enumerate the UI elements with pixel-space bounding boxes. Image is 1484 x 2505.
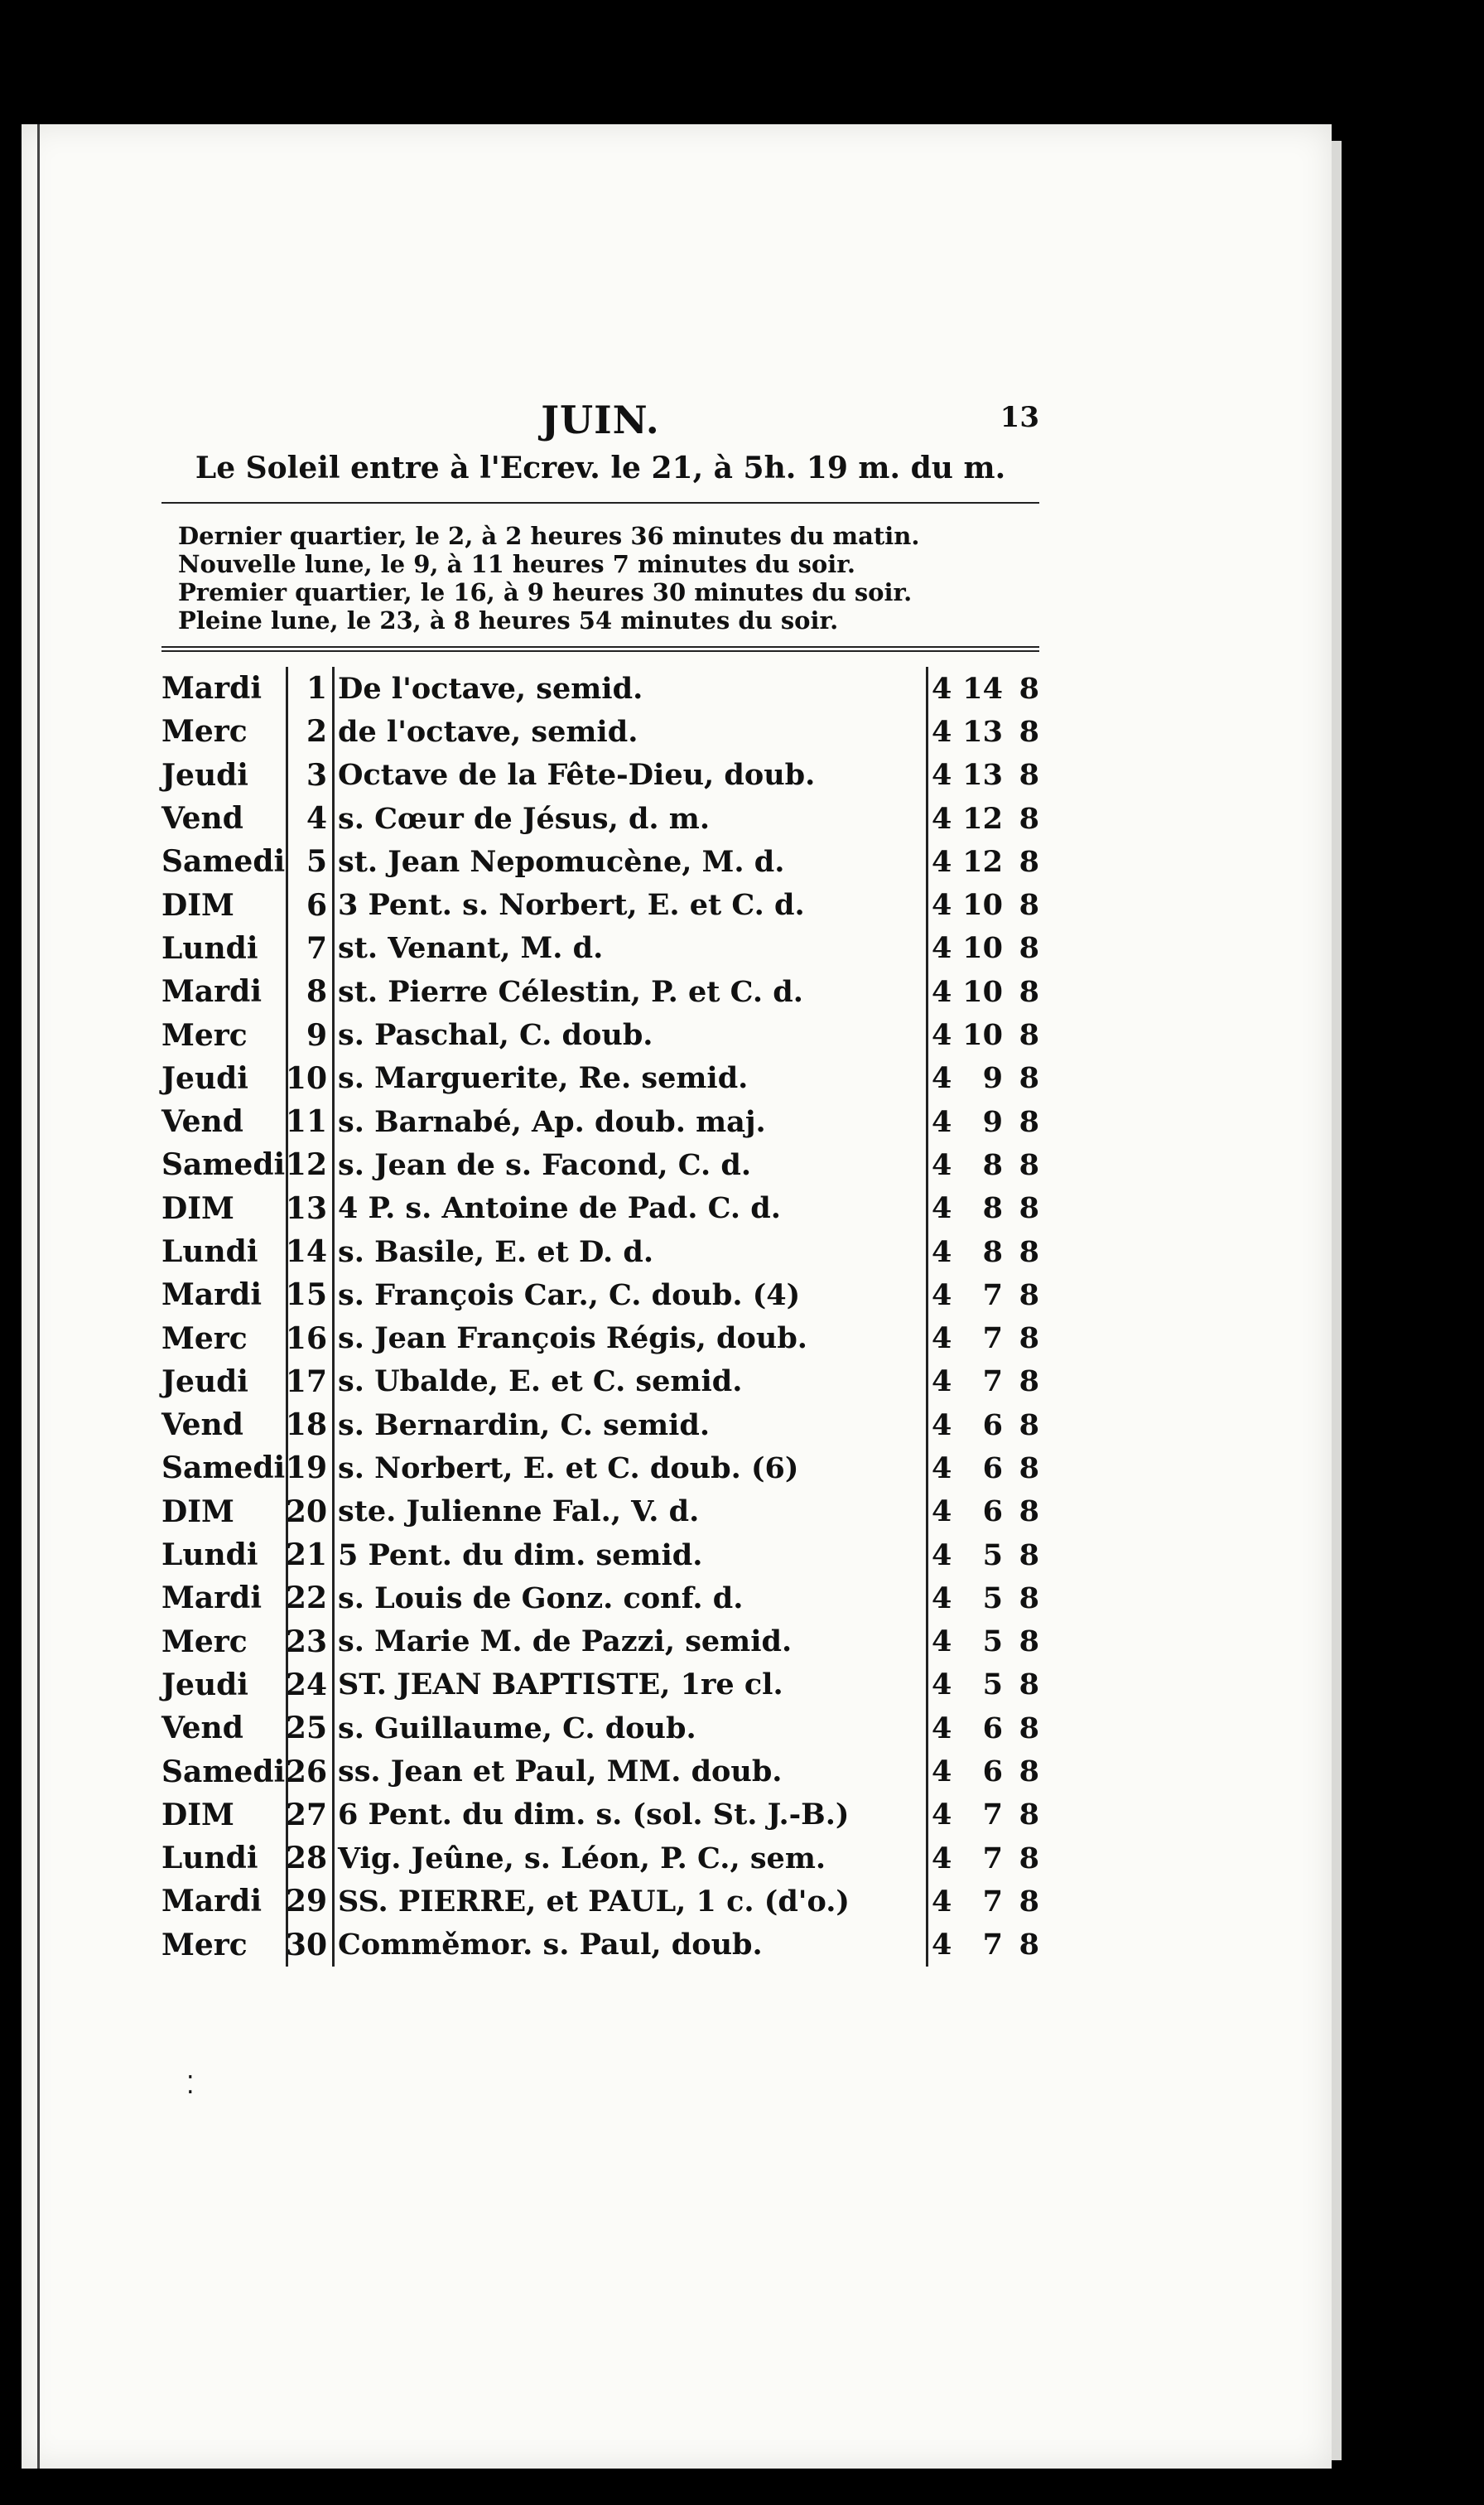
feast-name: ste. Julienne Fal., V. d. bbox=[332, 1490, 926, 1533]
moon-phase-first-quarter: Premier quartier, le 16, à 9 heures 30 minutes du soir. bbox=[178, 578, 913, 606]
month-title: JUIN. bbox=[541, 398, 660, 442]
day-number: 5 bbox=[286, 840, 332, 883]
feast-name: s. Ubalde, E. et C. semid. bbox=[332, 1360, 926, 1403]
day-number: 2 bbox=[286, 710, 332, 753]
sunset-hour: 8 bbox=[1019, 1928, 1039, 1962]
sunrise-minutes: 7 bbox=[982, 1321, 1003, 1356]
calendar-row bbox=[161, 1490, 1039, 1533]
calendar-row bbox=[161, 1880, 1039, 1923]
sunrise-hour: 4 bbox=[926, 1057, 956, 1100]
day-name: DIM bbox=[161, 1494, 234, 1529]
calendar-row bbox=[161, 1100, 1039, 1143]
feast-name: s. Marie M. de Pazzi, semid. bbox=[332, 1620, 926, 1663]
sunrise-hour: 4 bbox=[926, 1230, 956, 1273]
calendar-row bbox=[161, 1837, 1039, 1880]
feast-name: Octave de la Fête-Dieu, doub. bbox=[332, 754, 926, 797]
page-number: 13 bbox=[1000, 401, 1039, 434]
calendar-row bbox=[161, 883, 1039, 926]
day-name: Mardi bbox=[161, 1277, 262, 1313]
day-name: Mardi bbox=[161, 671, 262, 707]
header-divider bbox=[161, 502, 1039, 504]
sunrise-hour: 4 bbox=[926, 1620, 956, 1663]
sunrise-hour: 4 bbox=[926, 1837, 956, 1880]
day-number: 3 bbox=[286, 754, 332, 797]
feast-name: Comměmor. s. Paul, doub. bbox=[332, 1923, 926, 1967]
calendar-row bbox=[161, 754, 1039, 797]
sunrise-minutes: 6 bbox=[982, 1494, 1003, 1529]
moon-phase-new-moon: Nouvelle lune, le 9, à 11 heures 7 minutes du soir. bbox=[178, 550, 855, 578]
day-number: 23 bbox=[286, 1620, 332, 1663]
sunrise-hour: 4 bbox=[926, 1100, 956, 1143]
feast-name: s. Norbert, E. et C. doub. (6) bbox=[332, 1446, 926, 1489]
day-number: 13 bbox=[286, 1187, 332, 1230]
day-name: Vend bbox=[161, 1407, 243, 1443]
sunrise-hour: 4 bbox=[926, 1187, 956, 1230]
sunrise-minutes: 10 bbox=[962, 931, 1003, 966]
day-name: Jeudi bbox=[161, 1364, 248, 1399]
sunset-hour: 8 bbox=[1019, 1668, 1039, 1702]
day-number: 28 bbox=[286, 1837, 332, 1880]
sun-entry-note: Le Soleil entre à l'Ecrev. le 21, à 5h. 19 m. du m. bbox=[195, 451, 1006, 485]
sunset-hour: 8 bbox=[1019, 1104, 1039, 1139]
day-number: 19 bbox=[286, 1446, 332, 1489]
calendar-row bbox=[161, 1403, 1039, 1446]
day-name: Samedi bbox=[161, 1147, 286, 1183]
day-name: DIM bbox=[161, 887, 234, 923]
feast-name: st. Venant, M. d. bbox=[332, 927, 926, 970]
calendar-row bbox=[161, 710, 1039, 753]
sunrise-minutes: 8 bbox=[982, 1191, 1003, 1226]
feast-name: s. Cœur de Jésus, d. m. bbox=[332, 797, 926, 840]
calendar-row bbox=[161, 1793, 1039, 1837]
day-number: 10 bbox=[286, 1057, 332, 1100]
sunrise-hour: 4 bbox=[926, 927, 956, 970]
sunrise-hour: 4 bbox=[926, 1750, 956, 1793]
sunrise-hour: 4 bbox=[926, 1533, 956, 1576]
sunset-hour: 8 bbox=[1019, 1234, 1039, 1269]
sunrise-hour: 4 bbox=[926, 1880, 956, 1923]
day-name: Samedi bbox=[161, 1450, 286, 1486]
day-number: 8 bbox=[286, 970, 332, 1013]
calendar-row bbox=[161, 1663, 1039, 1706]
feast-name: ST. JEAN BAPTISTE, 1re cl. bbox=[332, 1663, 926, 1706]
feast-name: 3 Pent. s. Norbert, E. et C. d. bbox=[332, 883, 926, 926]
day-name: Samedi bbox=[161, 844, 286, 880]
sunrise-minutes: 13 bbox=[962, 714, 1003, 749]
sunset-hour: 8 bbox=[1019, 1191, 1039, 1226]
sunrise-minutes: 10 bbox=[962, 974, 1003, 1009]
calendar-row bbox=[161, 667, 1039, 710]
sunrise-minutes: 9 bbox=[982, 1061, 1003, 1096]
sunrise-hour: 4 bbox=[926, 1273, 956, 1316]
sunset-hour: 8 bbox=[1019, 1277, 1039, 1312]
feast-name: 4 P. s. Antoine de Pad. C. d. bbox=[332, 1187, 926, 1230]
sunset-hour: 8 bbox=[1019, 1407, 1039, 1442]
sunrise-hour: 4 bbox=[926, 840, 956, 883]
sunrise-hour: 4 bbox=[926, 1576, 956, 1619]
day-name: Vend bbox=[161, 1711, 243, 1746]
day-name: Mardi bbox=[161, 1884, 262, 1919]
day-name: Vend bbox=[161, 801, 243, 837]
moon-phase-last-quarter: Dernier quartier, le 2, à 2 heures 36 minutes du matin. bbox=[178, 522, 920, 550]
day-name: DIM bbox=[161, 1190, 234, 1226]
day-number: 4 bbox=[286, 797, 332, 840]
calendar-row bbox=[161, 797, 1039, 840]
calendar-row bbox=[161, 1273, 1039, 1316]
feast-name: st. Pierre Célestin, P. et C. d. bbox=[332, 970, 926, 1013]
feast-name: ss. Jean et Paul, MM. doub. bbox=[332, 1750, 926, 1793]
sunrise-minutes: 10 bbox=[962, 888, 1003, 923]
calendar-row bbox=[161, 1057, 1039, 1100]
day-number: 6 bbox=[286, 883, 332, 926]
sunrise-minutes: 5 bbox=[982, 1668, 1003, 1702]
day-name: Merc bbox=[161, 1320, 248, 1356]
sunrise-hour: 4 bbox=[926, 1316, 956, 1359]
sunrise-minutes: 7 bbox=[982, 1277, 1003, 1312]
sunrise-hour: 4 bbox=[926, 1446, 956, 1489]
feast-name: s. Jean de s. Facond, C. d. bbox=[332, 1143, 926, 1186]
calendar-row bbox=[161, 1620, 1039, 1663]
sunrise-minutes: 14 bbox=[962, 671, 1003, 706]
sunrise-hour: 4 bbox=[926, 710, 956, 753]
feast-name: s. Louis de Gonz. conf. d. bbox=[332, 1576, 926, 1619]
day-number: 15 bbox=[286, 1273, 332, 1316]
sunset-hour: 8 bbox=[1019, 974, 1039, 1009]
day-name: Jeudi bbox=[161, 1667, 248, 1702]
sunrise-minutes: 5 bbox=[982, 1537, 1003, 1572]
sunrise-minutes: 12 bbox=[962, 844, 1003, 879]
feast-name: s. Paschal, C. doub. bbox=[332, 1013, 926, 1056]
sunrise-minutes: 7 bbox=[982, 1364, 1003, 1399]
day-number: 9 bbox=[286, 1013, 332, 1056]
calendar-row bbox=[161, 1446, 1039, 1489]
sunset-hour: 8 bbox=[1019, 1884, 1039, 1919]
sunset-hour: 8 bbox=[1019, 1581, 1039, 1615]
calendar-row bbox=[161, 1013, 1039, 1056]
day-number: 21 bbox=[286, 1533, 332, 1576]
feast-name: SS. PIERRE, et PAUL, 1 c. (d'o.) bbox=[332, 1880, 926, 1923]
sunset-hour: 8 bbox=[1019, 1450, 1039, 1485]
sunrise-minutes: 13 bbox=[962, 758, 1003, 793]
footer-mark: ⁚ bbox=[186, 2071, 195, 2100]
feast-name: De l'octave, semid. bbox=[332, 667, 926, 710]
day-number: 20 bbox=[286, 1490, 332, 1533]
calendar-row bbox=[161, 1316, 1039, 1359]
almanac-content bbox=[161, 398, 1039, 1967]
sunset-hour: 8 bbox=[1019, 1841, 1039, 1875]
page-header bbox=[161, 398, 1039, 447]
sunset-hour: 8 bbox=[1019, 801, 1039, 836]
sunrise-minutes: 7 bbox=[982, 1884, 1003, 1919]
sunrise-hour: 4 bbox=[926, 1143, 956, 1186]
sunrise-hour: 4 bbox=[926, 1490, 956, 1533]
feast-name: s. Basile, E. et D. d. bbox=[332, 1230, 926, 1273]
day-name: Lundi bbox=[161, 1841, 258, 1876]
sunset-hour: 8 bbox=[1019, 671, 1039, 706]
sunset-hour: 8 bbox=[1019, 931, 1039, 966]
sunset-hour: 8 bbox=[1019, 1537, 1039, 1572]
calendar-divider bbox=[161, 646, 1039, 652]
day-number: 29 bbox=[286, 1880, 332, 1923]
sunrise-minutes: 8 bbox=[982, 1147, 1003, 1182]
day-number: 1 bbox=[286, 667, 332, 710]
day-number: 27 bbox=[286, 1793, 332, 1837]
sunset-hour: 8 bbox=[1019, 1321, 1039, 1356]
day-name: Lundi bbox=[161, 930, 258, 966]
sunrise-minutes: 7 bbox=[982, 1928, 1003, 1962]
feast-name: s. Guillaume, C. doub. bbox=[332, 1706, 926, 1750]
day-number: 12 bbox=[286, 1143, 332, 1186]
feast-name: s. Barnabé, Ap. doub. maj. bbox=[332, 1100, 926, 1143]
day-number: 11 bbox=[286, 1100, 332, 1143]
sunset-hour: 8 bbox=[1019, 844, 1039, 879]
calendar-row bbox=[161, 1923, 1039, 1967]
day-name: Merc bbox=[161, 1017, 248, 1053]
sunset-hour: 8 bbox=[1019, 1364, 1039, 1399]
sunset-hour: 8 bbox=[1019, 1624, 1039, 1659]
feast-name: s. Jean François Régis, doub. bbox=[332, 1316, 926, 1359]
calendar-row bbox=[161, 1230, 1039, 1273]
feast-name: s. Marguerite, Re. semid. bbox=[332, 1057, 926, 1100]
sunrise-minutes: 7 bbox=[982, 1841, 1003, 1875]
day-number: 22 bbox=[286, 1576, 332, 1619]
sunset-hour: 8 bbox=[1019, 1711, 1039, 1745]
calendar-row bbox=[161, 970, 1039, 1013]
sunset-hour: 8 bbox=[1019, 1061, 1039, 1096]
calendar-row bbox=[161, 1706, 1039, 1750]
sunrise-minutes: 7 bbox=[982, 1798, 1003, 1832]
calendar-table bbox=[161, 667, 1039, 1967]
sunrise-hour: 4 bbox=[926, 1360, 956, 1403]
feast-name: s. Bernardin, C. semid. bbox=[332, 1403, 926, 1446]
calendar-row bbox=[161, 1360, 1039, 1403]
day-name: Lundi bbox=[161, 1537, 258, 1573]
day-name: Jeudi bbox=[161, 757, 248, 793]
sunset-hour: 8 bbox=[1019, 1018, 1039, 1053]
calendar-row bbox=[161, 1187, 1039, 1230]
day-name: Merc bbox=[161, 714, 248, 750]
sunrise-minutes: 5 bbox=[982, 1581, 1003, 1615]
moon-phase-full-moon: Pleine lune, le 23, à 8 heures 54 minutes du soir. bbox=[178, 606, 839, 635]
day-name: Samedi bbox=[161, 1754, 286, 1789]
day-name: Mardi bbox=[161, 974, 262, 1010]
feast-name: Vig. Jeûne, s. Léon, P. C., sem. bbox=[332, 1837, 926, 1880]
sunrise-hour: 4 bbox=[926, 970, 956, 1013]
sunrise-hour: 4 bbox=[926, 1793, 956, 1837]
sunrise-minutes: 5 bbox=[982, 1624, 1003, 1659]
feast-name: s. François Car., C. doub. (4) bbox=[332, 1273, 926, 1316]
day-number: 18 bbox=[286, 1403, 332, 1446]
sunset-hour: 8 bbox=[1019, 714, 1039, 749]
feast-name: de l'octave, semid. bbox=[332, 710, 926, 753]
sunrise-minutes: 12 bbox=[962, 801, 1003, 836]
calendar-row bbox=[161, 1533, 1039, 1576]
day-name: Merc bbox=[161, 1624, 248, 1659]
day-number: 7 bbox=[286, 927, 332, 970]
sunrise-hour: 4 bbox=[926, 1923, 956, 1967]
calendar-row bbox=[161, 1143, 1039, 1186]
feast-name: st. Jean Nepomucène, M. d. bbox=[332, 840, 926, 883]
day-name: Jeudi bbox=[161, 1060, 248, 1096]
calendar-row bbox=[161, 1750, 1039, 1793]
sunrise-minutes: 9 bbox=[982, 1104, 1003, 1139]
day-name: Vend bbox=[161, 1104, 243, 1140]
sunset-hour: 8 bbox=[1019, 1494, 1039, 1529]
sunrise-hour: 4 bbox=[926, 797, 956, 840]
day-number: 25 bbox=[286, 1706, 332, 1750]
sunrise-hour: 4 bbox=[926, 1403, 956, 1446]
day-number: 16 bbox=[286, 1316, 332, 1359]
sunset-hour: 8 bbox=[1019, 1798, 1039, 1832]
day-name: Lundi bbox=[161, 1234, 258, 1269]
feast-name: 5 Pent. du dim. semid. bbox=[332, 1533, 926, 1576]
sunrise-minutes: 6 bbox=[982, 1450, 1003, 1485]
page-edge bbox=[1332, 141, 1342, 2460]
page-fold-line bbox=[22, 124, 40, 2469]
sunset-hour: 8 bbox=[1019, 758, 1039, 793]
sunset-hour: 8 bbox=[1019, 1147, 1039, 1182]
day-number: 26 bbox=[286, 1750, 332, 1793]
day-number: 14 bbox=[286, 1230, 332, 1273]
day-name: DIM bbox=[161, 1797, 234, 1832]
sunrise-hour: 4 bbox=[926, 1663, 956, 1706]
feast-name: 6 Pent. du dim. s. (sol. St. J.-B.) bbox=[332, 1793, 926, 1837]
sunrise-hour: 4 bbox=[926, 883, 956, 926]
calendar-row bbox=[161, 840, 1039, 883]
sunrise-minutes: 6 bbox=[982, 1711, 1003, 1745]
sunrise-hour: 4 bbox=[926, 1013, 956, 1056]
sunrise-minutes: 10 bbox=[962, 1018, 1003, 1053]
sunrise-hour: 4 bbox=[926, 667, 956, 710]
sunset-hour: 8 bbox=[1019, 888, 1039, 923]
sunrise-minutes: 8 bbox=[982, 1234, 1003, 1269]
day-number: 30 bbox=[286, 1923, 332, 1967]
calendar-row bbox=[161, 927, 1039, 970]
day-name: Mardi bbox=[161, 1581, 262, 1616]
sunrise-hour: 4 bbox=[926, 1706, 956, 1750]
sunset-hour: 8 bbox=[1019, 1754, 1039, 1789]
sunrise-minutes: 6 bbox=[982, 1754, 1003, 1789]
moon-phases bbox=[178, 522, 1039, 635]
calendar-row bbox=[161, 1576, 1039, 1619]
sunrise-hour: 4 bbox=[926, 754, 956, 797]
day-number: 17 bbox=[286, 1360, 332, 1403]
day-number: 24 bbox=[286, 1663, 332, 1706]
sunrise-minutes: 6 bbox=[982, 1407, 1003, 1442]
day-name: Merc bbox=[161, 1927, 248, 1962]
